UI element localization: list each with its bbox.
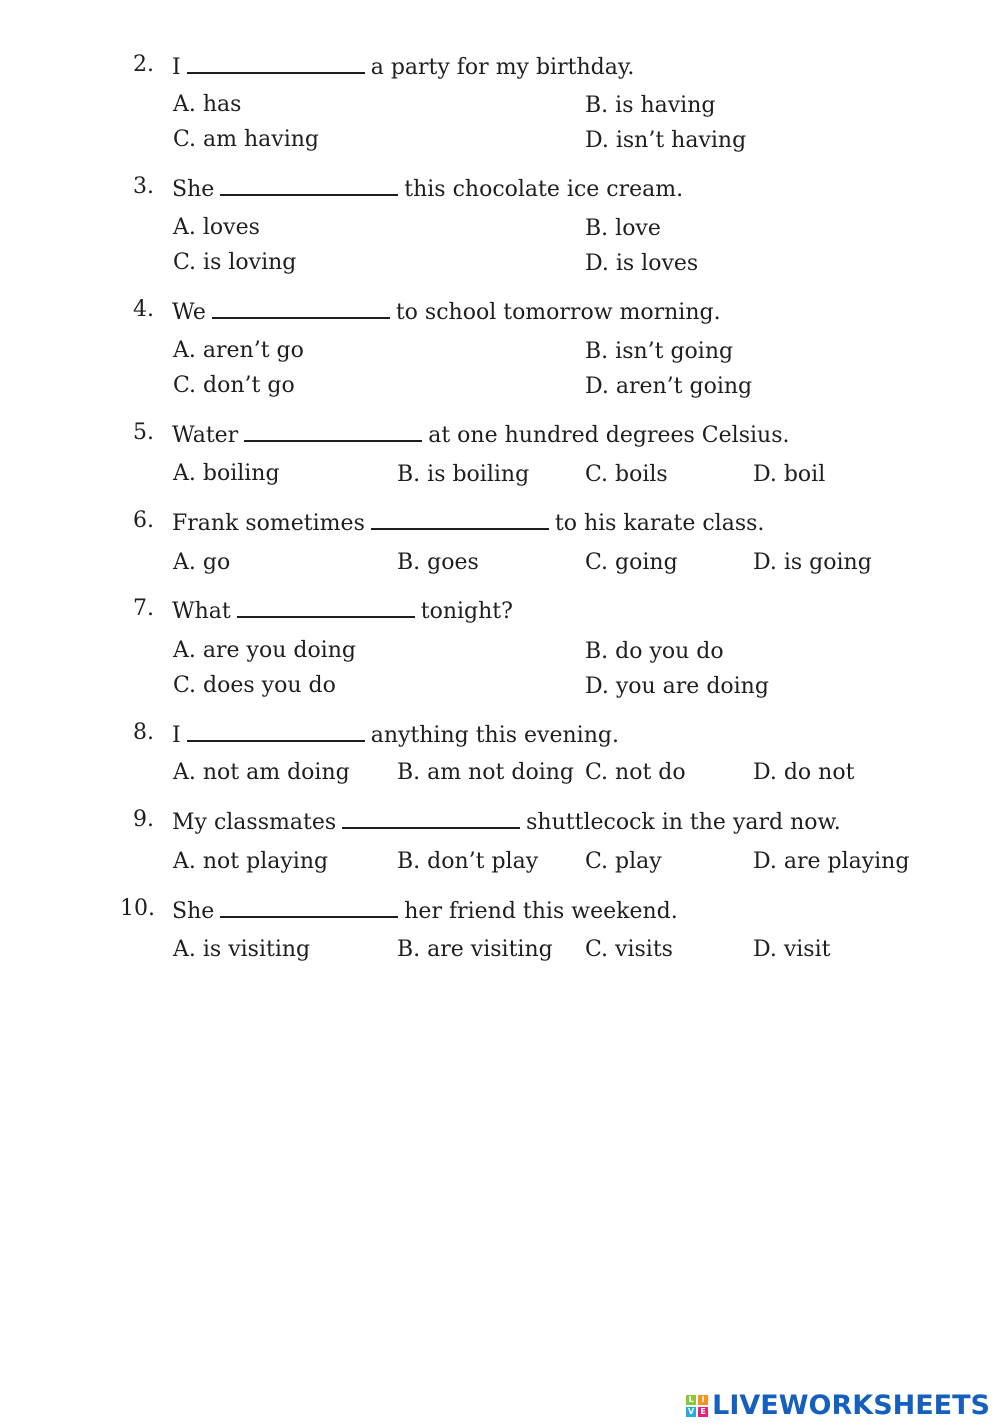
option-d[interactable]: D. aren’t going — [585, 374, 753, 399]
option-a[interactable]: A. is visiting — [173, 937, 311, 962]
option-a[interactable]: A. go — [173, 550, 231, 575]
question-stem-after: shuttlecock in the yard now. — [526, 810, 841, 835]
option-d[interactable]: D. is loves — [585, 251, 699, 276]
question-stem-after: anything this evening. — [370, 723, 619, 748]
option-c[interactable]: C. is loving — [173, 250, 297, 275]
logo-letter: V — [688, 1406, 695, 1416]
option-a[interactable]: A. has — [173, 92, 242, 117]
question-number: 7. — [133, 596, 154, 621]
question-stem-after: tonight? — [420, 599, 513, 624]
option-d[interactable]: D. boil — [753, 462, 826, 487]
answer-blank[interactable] — [220, 896, 398, 918]
option-a[interactable]: A. boiling — [173, 461, 280, 486]
question-number: 5. — [133, 420, 154, 445]
answer-blank[interactable] — [371, 508, 549, 530]
question-stem-after: to his karate class. — [554, 511, 765, 536]
question-stem-before: She — [172, 899, 215, 924]
question-number: 3. — [133, 174, 154, 199]
answer-blank[interactable] — [220, 174, 398, 196]
question-stem-after: at one hundred degrees Celsius. — [428, 423, 790, 448]
option-d[interactable]: D. are playing — [753, 849, 910, 874]
question-stem-before: What — [172, 599, 231, 624]
option-a[interactable]: A. not am doing — [173, 760, 350, 785]
question-number: 10. — [120, 896, 155, 921]
question-number: 9. — [133, 807, 154, 832]
option-b[interactable]: B. is boiling — [397, 462, 530, 487]
logo-letter: I — [698, 1395, 708, 1405]
brand-name: LIVEWORKSHEETS — [712, 1390, 990, 1421]
question-stem-before: She — [172, 177, 215, 202]
question-stem-before: Water — [172, 423, 239, 448]
question-stem-after: this chocolate ice cream. — [404, 177, 684, 202]
option-c[interactable]: C. don’t go — [173, 373, 295, 398]
option-b[interactable]: B. isn’t going — [585, 339, 734, 364]
answer-blank[interactable] — [212, 297, 390, 319]
logo-letter: L — [686, 1395, 696, 1405]
question-number: 6. — [133, 508, 154, 533]
question-stem-before: I — [172, 723, 181, 748]
answer-blank[interactable] — [187, 720, 365, 742]
option-c[interactable]: C. play — [585, 849, 662, 874]
option-b[interactable]: B. love — [585, 216, 661, 241]
option-b[interactable]: B. do you do — [585, 639, 724, 664]
answer-blank[interactable] — [237, 596, 415, 618]
question-stem-after: to school tomorrow morning. — [395, 300, 721, 325]
question-number: 8. — [133, 720, 154, 745]
question-stem-after: a party for my birthday. — [370, 55, 635, 80]
question-number: 2. — [133, 52, 154, 77]
option-c[interactable]: C. boils — [585, 462, 668, 487]
option-d[interactable]: D. you are doing — [585, 674, 769, 699]
option-d[interactable]: D. is going — [753, 550, 872, 575]
question-stem-before: We — [172, 300, 206, 325]
option-a[interactable]: A. not playing — [173, 849, 329, 874]
option-d[interactable]: D. do not — [753, 760, 855, 785]
question-stem-before: My classmates — [172, 810, 337, 835]
option-c[interactable]: C. not do — [585, 760, 686, 785]
option-d[interactable]: D. visit — [753, 937, 831, 962]
question-stem-before: I — [172, 55, 181, 80]
option-c[interactable]: C. does you do — [173, 673, 336, 698]
question-stem-after: her friend this weekend. — [404, 899, 678, 924]
option-d[interactable]: D. isn’t having — [585, 128, 747, 153]
liveworksheets-logo-icon — [686, 1395, 708, 1417]
option-b[interactable]: B. am not doing — [397, 760, 574, 785]
option-a[interactable]: A. are you doing — [173, 638, 356, 663]
liveworksheets-footer — [686, 1390, 990, 1421]
option-b[interactable]: B. are visiting — [397, 937, 553, 962]
logo-letter: E — [698, 1407, 708, 1417]
answer-blank[interactable] — [342, 807, 520, 829]
option-b[interactable]: B. is having — [585, 93, 716, 118]
option-c[interactable]: C. am having — [173, 127, 320, 152]
option-c[interactable]: C. going — [585, 550, 678, 575]
answer-blank[interactable] — [244, 420, 422, 442]
question-stem-before: Frank sometimes — [172, 511, 365, 536]
option-c[interactable]: C. visits — [585, 937, 673, 962]
question-number: 4. — [133, 297, 154, 322]
option-b[interactable]: B. goes — [397, 550, 479, 575]
option-b[interactable]: B. don’t play — [397, 849, 539, 874]
answer-blank[interactable] — [187, 52, 365, 74]
option-a[interactable]: A. aren’t go — [173, 338, 304, 363]
option-a[interactable]: A. loves — [173, 215, 260, 240]
